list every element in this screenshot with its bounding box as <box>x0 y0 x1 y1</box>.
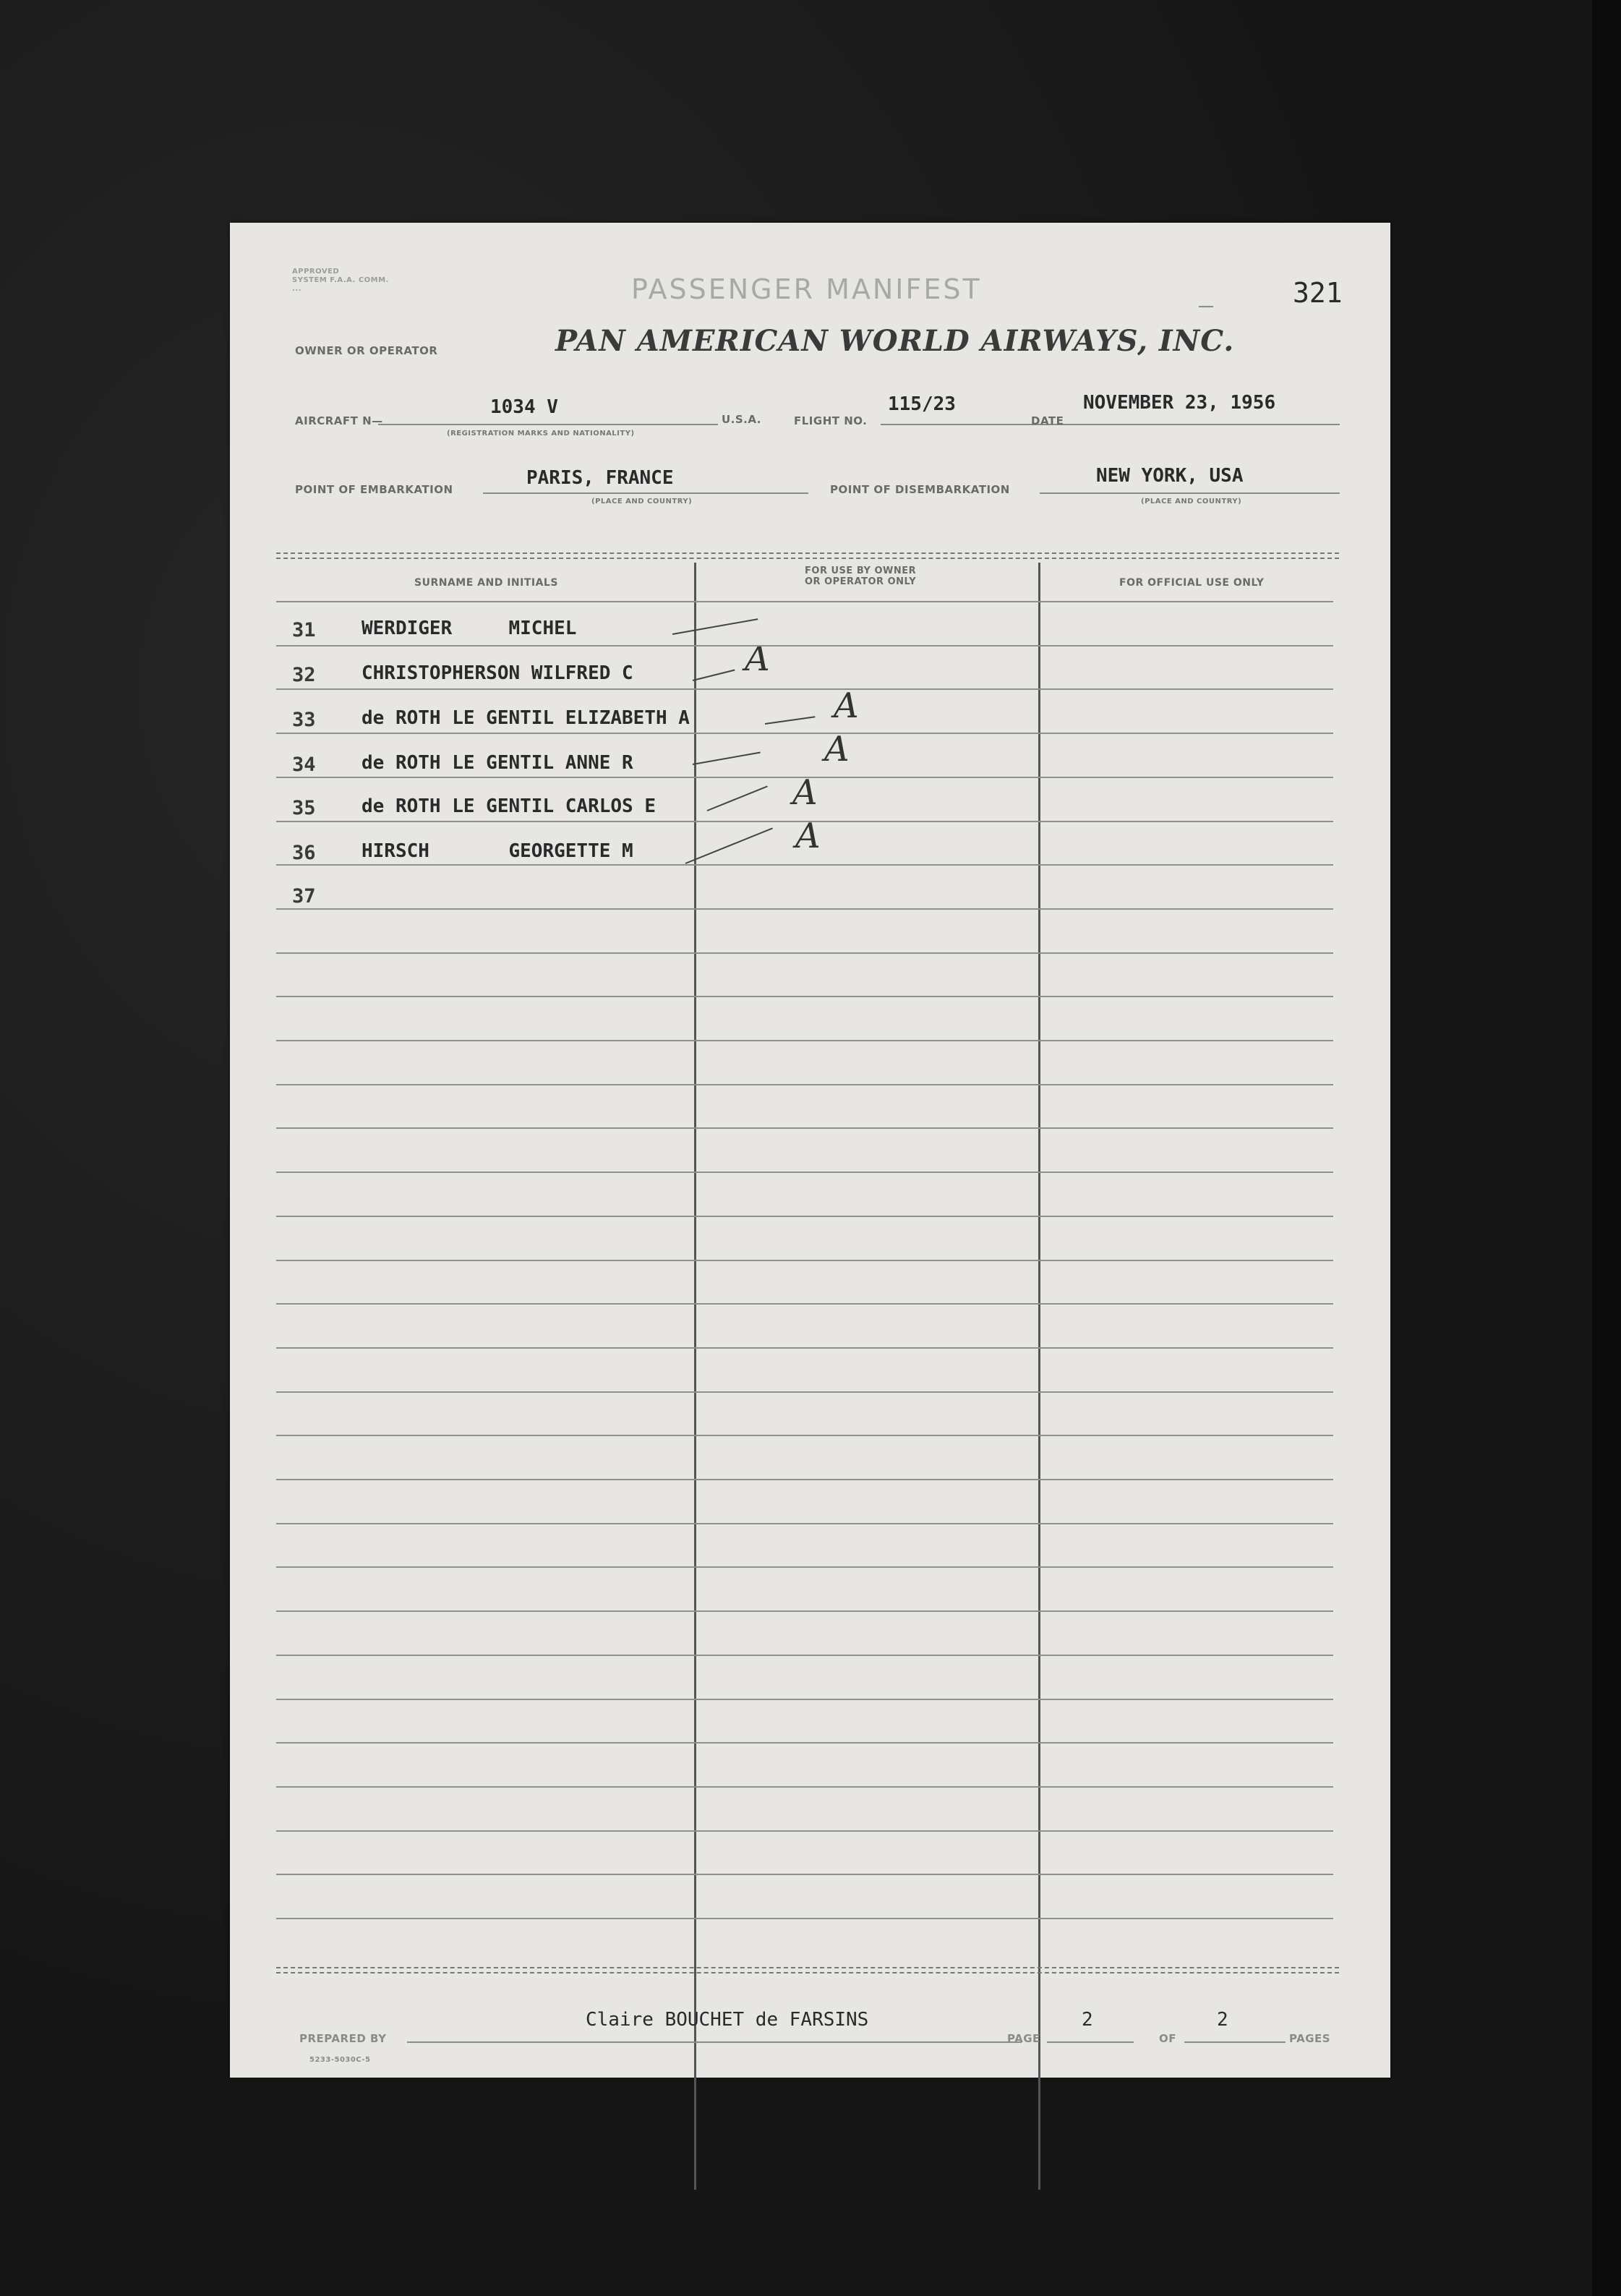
owner-label: OWNER OR OPERATOR <box>295 344 438 357</box>
row-number: 36 <box>292 842 316 864</box>
row-line <box>276 1830 1333 1832</box>
row-number: 31 <box>292 619 316 641</box>
column-divider-2 <box>1038 563 1040 2190</box>
handwritten-mark: A <box>745 639 770 679</box>
row-line <box>276 1786 1333 1788</box>
form-title: PASSENGER MANIFEST <box>631 273 982 305</box>
row-line <box>276 1435 1333 1436</box>
approved-line: APPROVED <box>292 268 340 276</box>
row-line <box>276 1216 1333 1217</box>
row-line <box>276 1918 1333 1919</box>
row-line <box>276 1742 1333 1744</box>
row-line <box>276 777 1333 778</box>
pages-label: PAGES <box>1289 2032 1331 2045</box>
check-stroke <box>765 716 816 725</box>
col-surname-header: SURNAME AND INITIALS <box>414 577 558 589</box>
row-number: 32 <box>292 664 316 686</box>
of-label: OF <box>1159 2032 1176 2045</box>
disembark-value: NEW YORK, USA <box>1096 465 1244 487</box>
manifest-page <box>230 223 1390 2078</box>
col-owner-header <box>805 566 916 587</box>
disembark-label: POINT OF DISEMBARKATION <box>830 483 1010 496</box>
owner-value: PAN AMERICAN WORLD AIRWAYS, INC. <box>555 324 1235 358</box>
row-line <box>276 688 1333 690</box>
handwritten-mark: A <box>824 729 850 769</box>
aircraft-underline <box>378 424 718 425</box>
prepared-label: PREPARED BY <box>299 2032 387 2045</box>
flight-value: 115/23 <box>888 393 956 415</box>
embark-sub: (PLACE AND COUNTRY) <box>591 498 693 505</box>
passenger-name: de ROTH LE GENTIL ELIZABETH A <box>362 707 690 729</box>
date-value: NOVEMBER 23, 1956 <box>1083 392 1276 414</box>
row-line <box>276 1347 1333 1349</box>
row-line <box>276 864 1333 866</box>
aircraft-value: 1034 V <box>490 396 558 418</box>
page-value: 2 <box>1082 2009 1093 2031</box>
row-line <box>276 1260 1333 1261</box>
passenger-name: HIRSCH GEORGETTE M <box>362 840 633 862</box>
col-official-header: FOR OFFICIAL USE ONLY <box>1119 577 1265 589</box>
page-underline <box>1047 2041 1134 2043</box>
row-line <box>276 1172 1333 1173</box>
handwritten-mark: A <box>795 816 821 856</box>
check-stroke <box>693 752 761 765</box>
page-label: PAGE <box>1007 2032 1040 2045</box>
row-number: 34 <box>292 754 316 776</box>
flight-label: FLIGHT NO. <box>794 414 868 427</box>
check-stroke <box>685 827 773 864</box>
usa-label: U.S.A. <box>722 413 761 426</box>
row-line <box>276 1391 1333 1393</box>
row-line <box>276 821 1333 822</box>
date-label: DATE <box>1031 414 1064 427</box>
disembark-underline <box>1040 492 1340 494</box>
passenger-name: de ROTH LE GENTIL CARLOS E <box>362 795 656 817</box>
row-line <box>276 645 1333 646</box>
check-stroke <box>707 785 768 811</box>
row-number: 33 <box>292 709 316 731</box>
aircraft-label: AIRCRAFT N— <box>295 414 383 427</box>
handwritten-mark: A <box>792 772 818 813</box>
of-value: 2 <box>1217 2009 1228 2031</box>
row-line <box>276 1084 1333 1085</box>
row-line <box>276 1699 1333 1700</box>
col-owner-header-line2: OR OPERATOR ONLY <box>805 576 917 587</box>
row-line <box>276 1127 1333 1129</box>
date-underline <box>1076 424 1340 425</box>
table-bottom-rule <box>276 1967 1339 1973</box>
approved-line: ... <box>292 285 301 293</box>
embark-value: PARIS, FRANCE <box>526 467 674 489</box>
flight-underline <box>881 424 1098 425</box>
passenger-name: de ROTH LE GENTIL ANNE R <box>362 752 633 774</box>
column-divider-1 <box>694 563 696 2190</box>
row-line <box>276 1040 1333 1041</box>
row-line <box>276 1874 1333 1875</box>
page-number: 321 <box>1293 277 1343 309</box>
row-number: 37 <box>292 885 316 908</box>
row-line <box>276 1479 1333 1480</box>
check-stroke <box>672 618 758 635</box>
check-stroke <box>693 670 735 681</box>
scan-edge <box>1592 0 1621 2296</box>
row-line <box>276 733 1333 734</box>
row-line <box>276 1655 1333 1656</box>
row-line <box>276 1523 1333 1524</box>
passenger-name: WERDIGER MICHEL <box>362 618 577 639</box>
disembark-sub: (PLACE AND COUNTRY) <box>1141 498 1242 505</box>
row-line <box>276 1303 1333 1305</box>
row-line <box>276 908 1333 910</box>
table-top-rule <box>276 552 1339 559</box>
row-line <box>276 952 1333 954</box>
form-code: 5233-5030C-5 <box>309 2056 371 2064</box>
row-line <box>276 601 1333 602</box>
approved-stamp <box>292 268 389 294</box>
of-underline <box>1184 2041 1286 2043</box>
title-dash <box>1199 306 1213 307</box>
row-line <box>276 1566 1333 1568</box>
prepared-value: Claire BOUCHET de FARSINS <box>586 2009 869 2031</box>
prepared-underline <box>407 2041 1022 2043</box>
row-line <box>276 996 1333 997</box>
row-number: 35 <box>292 797 316 819</box>
col-owner-header-line1: FOR USE BY OWNER <box>805 566 917 576</box>
passenger-name: CHRISTOPHERSON WILFRED C <box>362 662 633 684</box>
row-line <box>276 1610 1333 1612</box>
aircraft-sub: (REGISTRATION MARKS AND NATIONALITY) <box>447 430 635 438</box>
handwritten-mark: A <box>834 686 859 726</box>
embark-underline <box>483 492 808 494</box>
embark-label: POINT OF EMBARKATION <box>295 483 453 496</box>
approved-line: SYSTEM F.A.A. COMM. <box>292 276 389 284</box>
